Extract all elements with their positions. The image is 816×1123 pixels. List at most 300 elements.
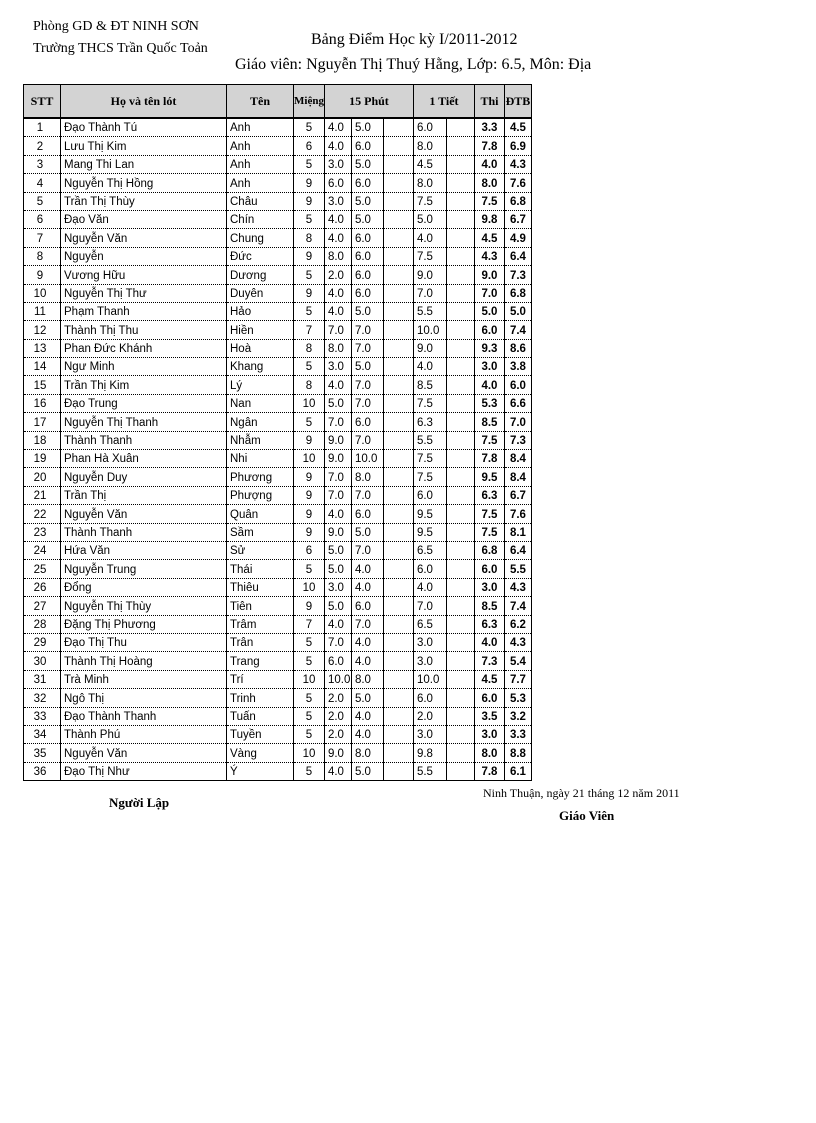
cell-1-tiet-1: 4.0 bbox=[413, 358, 446, 376]
cell-thi: 6.0 bbox=[474, 321, 504, 339]
cell-mieng: 6 bbox=[294, 541, 325, 559]
cell-15-phut-3 bbox=[383, 174, 413, 192]
cell-dtb: 4.3 bbox=[504, 578, 531, 596]
cell-15-phut-2: 5.0 bbox=[351, 302, 383, 320]
header-1-tiet: 1 Tiết bbox=[413, 85, 474, 119]
cell-1-tiet-1: 5.5 bbox=[413, 762, 446, 780]
cell-stt: 34 bbox=[24, 725, 61, 743]
cell-1-tiet-1: 6.5 bbox=[413, 541, 446, 559]
cell-15-phut-1: 9.0 bbox=[324, 431, 351, 449]
cell-1-tiet-2 bbox=[446, 266, 474, 284]
cell-ho-ten-lot: Đạo Thị Thu bbox=[61, 633, 227, 651]
cell-thi: 7.5 bbox=[474, 431, 504, 449]
cell-15-phut-3 bbox=[383, 413, 413, 431]
cell-stt: 17 bbox=[24, 413, 61, 431]
table-row bbox=[24, 468, 532, 486]
cell-15-phut-1: 4.0 bbox=[324, 118, 351, 137]
cell-1-tiet-2 bbox=[446, 615, 474, 633]
cell-1-tiet-2 bbox=[446, 394, 474, 412]
cell-ho-ten-lot: Đạo Thành Tú bbox=[61, 118, 227, 137]
header-ho-ten-lot: Họ và tên lót bbox=[61, 85, 227, 119]
cell-ho-ten-lot: Phạm Thanh bbox=[61, 302, 227, 320]
cell-15-phut-1: 4.0 bbox=[324, 210, 351, 228]
cell-dtb: 6.9 bbox=[504, 137, 531, 155]
cell-stt: 36 bbox=[24, 762, 61, 780]
header-15-phut: 15 Phút bbox=[324, 85, 413, 119]
cell-stt: 35 bbox=[24, 744, 61, 762]
cell-1-tiet-2 bbox=[446, 670, 474, 688]
cell-15-phut-1: 2.0 bbox=[324, 266, 351, 284]
table-row bbox=[24, 210, 532, 228]
cell-dtb: 4.5 bbox=[504, 118, 531, 137]
cell-stt: 15 bbox=[24, 376, 61, 394]
cell-15-phut-2: 8.0 bbox=[351, 744, 383, 762]
cell-ten: Trí bbox=[227, 670, 294, 688]
signature-maker-label: Người Lập bbox=[109, 795, 170, 810]
cell-ho-ten-lot: Nguyễn Trung bbox=[61, 560, 227, 578]
place-date: Ninh Thuận, ngày 21 tháng 12 năm 2011 bbox=[483, 786, 680, 800]
cell-mieng: 5 bbox=[294, 266, 325, 284]
cell-1-tiet-1: 4.0 bbox=[413, 578, 446, 596]
cell-1-tiet-1: 6.0 bbox=[413, 560, 446, 578]
cell-dtb: 4.9 bbox=[504, 229, 531, 247]
cell-15-phut-2: 4.0 bbox=[351, 652, 383, 670]
cell-stt: 21 bbox=[24, 486, 61, 504]
cell-ten: Tuyền bbox=[227, 725, 294, 743]
cell-ho-ten-lot: Đạo Trung bbox=[61, 394, 227, 412]
cell-1-tiet-2 bbox=[446, 118, 474, 137]
cell-thi: 8.0 bbox=[474, 174, 504, 192]
cell-mieng: 10 bbox=[294, 394, 325, 412]
table-row bbox=[24, 247, 532, 265]
cell-15-phut-1: 4.0 bbox=[324, 615, 351, 633]
table-row bbox=[24, 615, 532, 633]
cell-mieng: 9 bbox=[294, 431, 325, 449]
cell-ten: Nhi bbox=[227, 450, 294, 468]
table-row bbox=[24, 431, 532, 449]
cell-1-tiet-2 bbox=[446, 597, 474, 615]
cell-ten: Thái bbox=[227, 560, 294, 578]
cell-thi: 9.5 bbox=[474, 468, 504, 486]
cell-15-phut-2: 6.0 bbox=[351, 174, 383, 192]
cell-mieng: 5 bbox=[294, 118, 325, 137]
cell-ho-ten-lot: Đạo Thành Thanh bbox=[61, 707, 227, 725]
cell-stt: 30 bbox=[24, 652, 61, 670]
cell-thi: 9.0 bbox=[474, 266, 504, 284]
cell-1-tiet-2 bbox=[446, 210, 474, 228]
cell-1-tiet-1: 6.5 bbox=[413, 615, 446, 633]
cell-1-tiet-1: 10.0 bbox=[413, 670, 446, 688]
cell-15-phut-3 bbox=[383, 523, 413, 541]
cell-ten: Quân bbox=[227, 505, 294, 523]
cell-thi: 6.3 bbox=[474, 615, 504, 633]
cell-15-phut-3 bbox=[383, 725, 413, 743]
cell-ho-ten-lot: Nguyễn bbox=[61, 247, 227, 265]
cell-15-phut-3 bbox=[383, 192, 413, 210]
table-row bbox=[24, 505, 532, 523]
cell-thi: 7.5 bbox=[474, 192, 504, 210]
grades-table-body bbox=[24, 118, 532, 781]
table-row bbox=[24, 302, 532, 320]
cell-ten: Châu bbox=[227, 192, 294, 210]
cell-mieng: 5 bbox=[294, 762, 325, 780]
cell-1-tiet-2 bbox=[446, 652, 474, 670]
school-name: Trường THCS Trần Quốc Toản bbox=[33, 41, 208, 56]
cell-1-tiet-2 bbox=[446, 450, 474, 468]
cell-thi: 9.3 bbox=[474, 339, 504, 357]
cell-1-tiet-1: 6.0 bbox=[413, 118, 446, 137]
table-row bbox=[24, 339, 532, 357]
cell-ten: Vàng bbox=[227, 744, 294, 762]
cell-dtb: 3.8 bbox=[504, 358, 531, 376]
cell-15-phut-2: 4.0 bbox=[351, 707, 383, 725]
cell-stt: 18 bbox=[24, 431, 61, 449]
cell-1-tiet-1: 5.0 bbox=[413, 210, 446, 228]
cell-15-phut-3 bbox=[383, 615, 413, 633]
cell-mieng: 5 bbox=[294, 413, 325, 431]
table-row bbox=[24, 744, 532, 762]
cell-1-tiet-2 bbox=[446, 541, 474, 559]
table-row bbox=[24, 633, 532, 651]
cell-mieng: 9 bbox=[294, 505, 325, 523]
cell-1-tiet-1: 3.0 bbox=[413, 725, 446, 743]
cell-stt: 31 bbox=[24, 670, 61, 688]
cell-15-phut-2: 7.0 bbox=[351, 376, 383, 394]
cell-1-tiet-1: 7.5 bbox=[413, 450, 446, 468]
cell-thi: 4.5 bbox=[474, 670, 504, 688]
cell-1-tiet-2 bbox=[446, 486, 474, 504]
cell-stt: 26 bbox=[24, 578, 61, 596]
cell-mieng: 7 bbox=[294, 615, 325, 633]
cell-ho-ten-lot: Hứa Văn bbox=[61, 541, 227, 559]
cell-15-phut-1: 4.0 bbox=[324, 229, 351, 247]
cell-mieng: 7 bbox=[294, 321, 325, 339]
cell-15-phut-1: 4.0 bbox=[324, 762, 351, 780]
cell-dtb: 4.3 bbox=[504, 155, 531, 173]
cell-dtb: 5.3 bbox=[504, 689, 531, 707]
cell-15-phut-1: 4.0 bbox=[324, 302, 351, 320]
table-row bbox=[24, 652, 532, 670]
cell-thi: 4.0 bbox=[474, 155, 504, 173]
cell-dtb: 7.6 bbox=[504, 174, 531, 192]
cell-15-phut-1: 3.0 bbox=[324, 155, 351, 173]
cell-1-tiet-1: 6.0 bbox=[413, 689, 446, 707]
cell-ten: Khang bbox=[227, 358, 294, 376]
cell-1-tiet-2 bbox=[446, 468, 474, 486]
header-mieng: Miệng bbox=[294, 85, 325, 119]
cell-mieng: 9 bbox=[294, 174, 325, 192]
table-row bbox=[24, 284, 532, 302]
cell-1-tiet-2 bbox=[446, 137, 474, 155]
table-row bbox=[24, 560, 532, 578]
cell-thi: 8.5 bbox=[474, 597, 504, 615]
cell-1-tiet-2 bbox=[446, 174, 474, 192]
cell-thi: 3.0 bbox=[474, 725, 504, 743]
cell-15-phut-1: 7.0 bbox=[324, 321, 351, 339]
cell-ho-ten-lot: Nguyễn Thị Thư bbox=[61, 284, 227, 302]
table-row bbox=[24, 155, 532, 173]
cell-dtb: 3.3 bbox=[504, 725, 531, 743]
cell-1-tiet-2 bbox=[446, 376, 474, 394]
cell-1-tiet-2 bbox=[446, 413, 474, 431]
cell-15-phut-2: 5.0 bbox=[351, 689, 383, 707]
cell-1-tiet-1: 7.0 bbox=[413, 597, 446, 615]
cell-ten: Chín bbox=[227, 210, 294, 228]
cell-mieng: 5 bbox=[294, 725, 325, 743]
cell-mieng: 5 bbox=[294, 652, 325, 670]
cell-1-tiet-1: 9.0 bbox=[413, 339, 446, 357]
cell-ten: Trinh bbox=[227, 689, 294, 707]
cell-15-phut-1: 4.0 bbox=[324, 137, 351, 155]
cell-ho-ten-lot: Thành Thanh bbox=[61, 431, 227, 449]
cell-stt: 9 bbox=[24, 266, 61, 284]
cell-ho-ten-lot: Thành Thị Thu bbox=[61, 321, 227, 339]
cell-ho-ten-lot: Lưu Thị Kim bbox=[61, 137, 227, 155]
cell-15-phut-1: 5.0 bbox=[324, 394, 351, 412]
cell-ten: Trang bbox=[227, 652, 294, 670]
cell-1-tiet-2 bbox=[446, 689, 474, 707]
cell-stt: 27 bbox=[24, 597, 61, 615]
cell-stt: 2 bbox=[24, 137, 61, 155]
cell-stt: 14 bbox=[24, 358, 61, 376]
cell-15-phut-3 bbox=[383, 707, 413, 725]
cell-thi: 4.5 bbox=[474, 229, 504, 247]
cell-mieng: 5 bbox=[294, 633, 325, 651]
cell-dtb: 5.0 bbox=[504, 302, 531, 320]
cell-dtb: 6.7 bbox=[504, 210, 531, 228]
cell-ten: Phương bbox=[227, 468, 294, 486]
cell-15-phut-3 bbox=[383, 118, 413, 137]
cell-15-phut-1: 3.0 bbox=[324, 578, 351, 596]
cell-ten: Đức bbox=[227, 247, 294, 265]
cell-ten: Anh bbox=[227, 155, 294, 173]
cell-ho-ten-lot: Mang Thi Lan bbox=[61, 155, 227, 173]
cell-15-phut-2: 5.0 bbox=[351, 523, 383, 541]
cell-mieng: 10 bbox=[294, 744, 325, 762]
cell-15-phut-1: 6.0 bbox=[324, 174, 351, 192]
cell-15-phut-2: 4.0 bbox=[351, 725, 383, 743]
cell-thi: 6.8 bbox=[474, 541, 504, 559]
cell-1-tiet-2 bbox=[446, 633, 474, 651]
cell-1-tiet-1: 3.0 bbox=[413, 633, 446, 651]
cell-dtb: 6.4 bbox=[504, 541, 531, 559]
table-row bbox=[24, 541, 532, 559]
cell-ten: Anh bbox=[227, 174, 294, 192]
cell-15-phut-3 bbox=[383, 376, 413, 394]
cell-15-phut-2: 6.0 bbox=[351, 597, 383, 615]
cell-dtb: 8.4 bbox=[504, 468, 531, 486]
cell-ten: Phượng bbox=[227, 486, 294, 504]
cell-1-tiet-2 bbox=[446, 302, 474, 320]
cell-15-phut-1: 8.0 bbox=[324, 247, 351, 265]
cell-15-phut-2: 6.0 bbox=[351, 247, 383, 265]
cell-15-phut-1: 7.0 bbox=[324, 413, 351, 431]
table-header-row bbox=[24, 85, 532, 119]
cell-ten: Trâm bbox=[227, 615, 294, 633]
cell-15-phut-2: 6.0 bbox=[351, 229, 383, 247]
cell-15-phut-3 bbox=[383, 210, 413, 228]
cell-ten: Dương bbox=[227, 266, 294, 284]
cell-mieng: 5 bbox=[294, 155, 325, 173]
cell-15-phut-3 bbox=[383, 155, 413, 173]
cell-ho-ten-lot: Trần Thị bbox=[61, 486, 227, 504]
cell-thi: 3.5 bbox=[474, 707, 504, 725]
cell-1-tiet-2 bbox=[446, 725, 474, 743]
cell-dtb: 6.2 bbox=[504, 615, 531, 633]
cell-1-tiet-1: 2.0 bbox=[413, 707, 446, 725]
cell-1-tiet-1: 3.0 bbox=[413, 652, 446, 670]
cell-15-phut-2: 7.0 bbox=[351, 321, 383, 339]
cell-1-tiet-1: 9.5 bbox=[413, 505, 446, 523]
cell-ten: Tiên bbox=[227, 597, 294, 615]
cell-dtb: 8.4 bbox=[504, 450, 531, 468]
cell-15-phut-2: 6.0 bbox=[351, 284, 383, 302]
cell-mieng: 5 bbox=[294, 689, 325, 707]
cell-1-tiet-1: 8.0 bbox=[413, 174, 446, 192]
cell-dtb: 6.8 bbox=[504, 284, 531, 302]
cell-dtb: 7.3 bbox=[504, 431, 531, 449]
header-stt: STT bbox=[24, 85, 61, 119]
table-row bbox=[24, 118, 532, 137]
cell-dtb: 5.4 bbox=[504, 652, 531, 670]
cell-ho-ten-lot: Ngư Minh bbox=[61, 358, 227, 376]
cell-ten: Anh bbox=[227, 137, 294, 155]
cell-ho-ten-lot: Vương Hữu bbox=[61, 266, 227, 284]
cell-15-phut-3 bbox=[383, 358, 413, 376]
cell-dtb: 8.6 bbox=[504, 339, 531, 357]
cell-thi: 3.3 bbox=[474, 118, 504, 137]
signature-teacher-label: Giáo Viên bbox=[559, 808, 615, 823]
table-row bbox=[24, 413, 532, 431]
cell-stt: 24 bbox=[24, 541, 61, 559]
cell-1-tiet-1: 7.5 bbox=[413, 247, 446, 265]
cell-15-phut-3 bbox=[383, 284, 413, 302]
cell-thi: 3.0 bbox=[474, 358, 504, 376]
cell-1-tiet-2 bbox=[446, 339, 474, 357]
cell-15-phut-3 bbox=[383, 505, 413, 523]
table-row bbox=[24, 358, 532, 376]
cell-thi: 9.8 bbox=[474, 210, 504, 228]
table-row bbox=[24, 597, 532, 615]
cell-1-tiet-2 bbox=[446, 523, 474, 541]
cell-15-phut-2: 6.0 bbox=[351, 505, 383, 523]
cell-15-phut-3 bbox=[383, 597, 413, 615]
cell-ho-ten-lot: Đạo Văn bbox=[61, 210, 227, 228]
cell-1-tiet-2 bbox=[446, 431, 474, 449]
cell-dtb: 6.1 bbox=[504, 762, 531, 780]
cell-stt: 33 bbox=[24, 707, 61, 725]
cell-dtb: 4.3 bbox=[504, 633, 531, 651]
cell-mieng: 5 bbox=[294, 302, 325, 320]
cell-ten: Sử bbox=[227, 541, 294, 559]
cell-15-phut-2: 4.0 bbox=[351, 633, 383, 651]
cell-15-phut-1: 7.0 bbox=[324, 486, 351, 504]
cell-ten: Tuấn bbox=[227, 707, 294, 725]
cell-dtb: 7.4 bbox=[504, 321, 531, 339]
table-row bbox=[24, 486, 532, 504]
cell-mieng: 5 bbox=[294, 358, 325, 376]
cell-15-phut-1: 4.0 bbox=[324, 284, 351, 302]
cell-mieng: 5 bbox=[294, 560, 325, 578]
cell-ho-ten-lot: Đặng Thị Phương bbox=[61, 615, 227, 633]
cell-15-phut-2: 7.0 bbox=[351, 339, 383, 357]
cell-1-tiet-2 bbox=[446, 505, 474, 523]
cell-1-tiet-1: 5.5 bbox=[413, 302, 446, 320]
cell-mieng: 9 bbox=[294, 468, 325, 486]
cell-thi: 3.0 bbox=[474, 578, 504, 596]
cell-ten: Hảo bbox=[227, 302, 294, 320]
cell-15-phut-1: 7.0 bbox=[324, 633, 351, 651]
cell-1-tiet-2 bbox=[446, 229, 474, 247]
table-row bbox=[24, 321, 532, 339]
cell-thi: 6.3 bbox=[474, 486, 504, 504]
header-thi: Thi bbox=[474, 85, 504, 119]
cell-ten: Duyên bbox=[227, 284, 294, 302]
cell-1-tiet-1: 10.0 bbox=[413, 321, 446, 339]
cell-thi: 4.0 bbox=[474, 633, 504, 651]
cell-stt: 10 bbox=[24, 284, 61, 302]
cell-15-phut-2: 8.0 bbox=[351, 670, 383, 688]
cell-15-phut-2: 4.0 bbox=[351, 578, 383, 596]
cell-stt: 3 bbox=[24, 155, 61, 173]
cell-ho-ten-lot: Phan Đức Khánh bbox=[61, 339, 227, 357]
cell-stt: 20 bbox=[24, 468, 61, 486]
cell-15-phut-3 bbox=[383, 762, 413, 780]
cell-1-tiet-2 bbox=[446, 578, 474, 596]
cell-stt: 19 bbox=[24, 450, 61, 468]
cell-15-phut-3 bbox=[383, 652, 413, 670]
cell-thi: 7.8 bbox=[474, 450, 504, 468]
cell-thi: 5.0 bbox=[474, 302, 504, 320]
cell-mieng: 10 bbox=[294, 578, 325, 596]
cell-thi: 7.5 bbox=[474, 523, 504, 541]
cell-15-phut-3 bbox=[383, 339, 413, 357]
cell-thi: 8.5 bbox=[474, 413, 504, 431]
cell-15-phut-3 bbox=[383, 450, 413, 468]
cell-mieng: 9 bbox=[294, 247, 325, 265]
cell-thi: 6.0 bbox=[474, 689, 504, 707]
cell-15-phut-2: 6.0 bbox=[351, 266, 383, 284]
cell-ten: Nhẫm bbox=[227, 431, 294, 449]
cell-15-phut-2: 5.0 bbox=[351, 192, 383, 210]
cell-15-phut-3 bbox=[383, 744, 413, 762]
cell-1-tiet-1: 7.0 bbox=[413, 284, 446, 302]
cell-stt: 28 bbox=[24, 615, 61, 633]
cell-ten: Nan bbox=[227, 394, 294, 412]
cell-15-phut-2: 7.0 bbox=[351, 431, 383, 449]
cell-thi: 7.5 bbox=[474, 505, 504, 523]
cell-ho-ten-lot: Trần Thị Thùy bbox=[61, 192, 227, 210]
cell-15-phut-1: 3.0 bbox=[324, 192, 351, 210]
cell-ten: Ý bbox=[227, 762, 294, 780]
cell-ho-ten-lot: Ngô Thị bbox=[61, 689, 227, 707]
cell-15-phut-2: 5.0 bbox=[351, 118, 383, 137]
cell-stt: 6 bbox=[24, 210, 61, 228]
cell-stt: 25 bbox=[24, 560, 61, 578]
table-row bbox=[24, 192, 532, 210]
cell-mieng: 5 bbox=[294, 707, 325, 725]
cell-15-phut-1: 2.0 bbox=[324, 725, 351, 743]
cell-dtb: 7.3 bbox=[504, 266, 531, 284]
cell-15-phut-3 bbox=[383, 670, 413, 688]
cell-ten: Thiêu bbox=[227, 578, 294, 596]
cell-15-phut-3 bbox=[383, 541, 413, 559]
cell-ho-ten-lot: Đổng bbox=[61, 578, 227, 596]
table-row bbox=[24, 707, 532, 725]
cell-stt: 1 bbox=[24, 118, 61, 137]
cell-1-tiet-1: 7.5 bbox=[413, 192, 446, 210]
cell-1-tiet-1: 9.8 bbox=[413, 744, 446, 762]
